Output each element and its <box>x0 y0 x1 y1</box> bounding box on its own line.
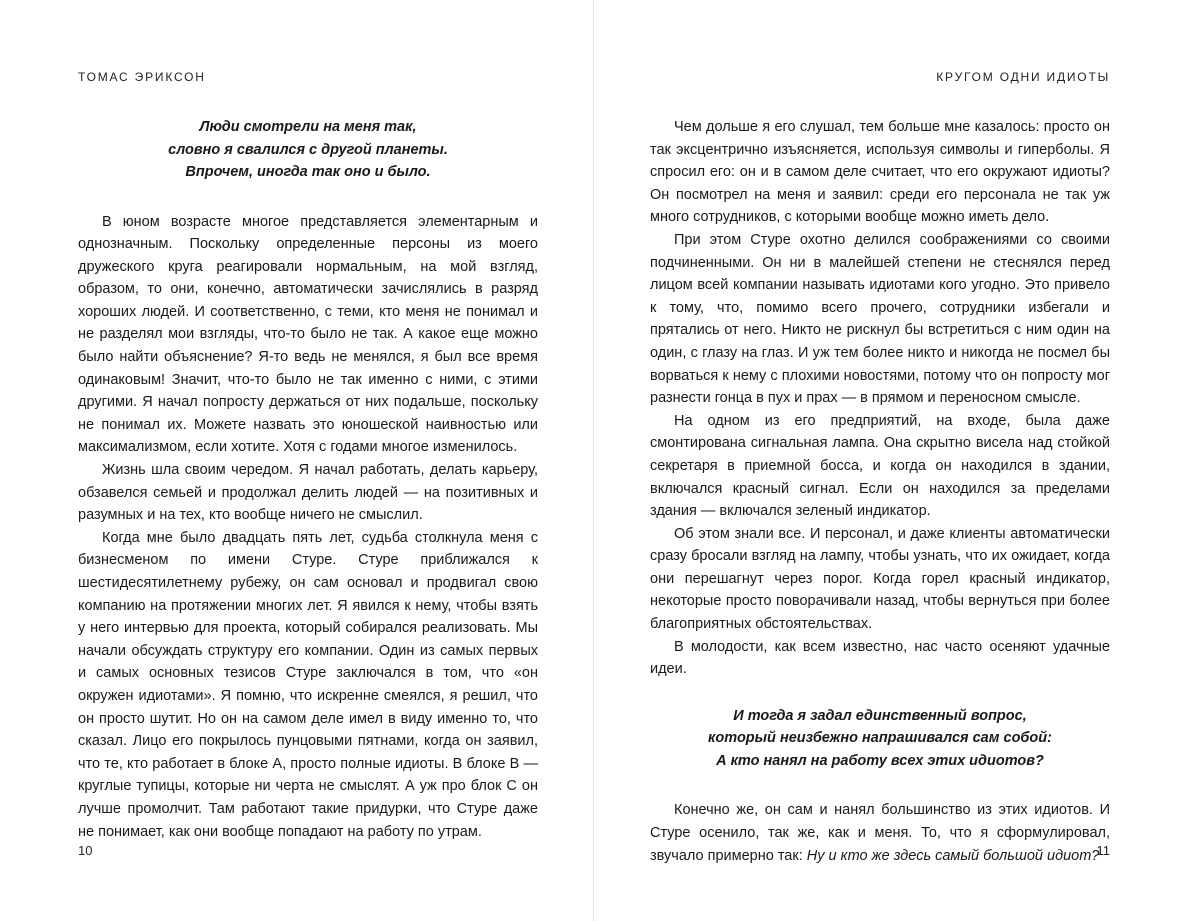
running-head-title: КРУГОМ ОДНИ ИДИОТЫ <box>936 70 1110 84</box>
page-number: 10 <box>78 843 93 858</box>
paragraph: В молодости, как всем известно, нас часто осеняют удачные идеи. <box>650 638 1110 678</box>
running-head-author: ТОМАС ЭРИКСОН <box>78 70 206 84</box>
highlighted-question <box>650 705 1110 773</box>
left-text-block <box>78 116 538 843</box>
question-line: А кто нанял на работу всех этих идиотов? <box>716 752 1044 769</box>
paragraph: При этом Стуре охотно делился соображениями со своими подчиненными. Он ни в малейшей степени не стеснялся перед лицом всей компании называть идиотами кого угодно. Это привело к тому, что, помимо всего прочего, сотрудники избегали и прятались от него. Никто не рискнул бы встретиться с ним один на один, с глазу на глаз. И уж тем более никто и никогда не посмел бы ворваться к нему с плохими новостями, потому что он попросту мог разнести гонца в пух и прах — в прямом и переносном смысле. <box>650 231 1110 407</box>
paragraph: Когда мне было двадцать пять лет, судьба столкнула меня с бизнесменом по имени Стуре. Стуре приближался к шестидесятилетнему рубежу, он сам основал и продвигал свою компанию на протяжении многих лет. Я явился к нему, чтобы взять у него интервью для проекта, который собирался реализовать. Мы начали обсуждать структуру его компании. Один из самых первых и самых основных тезисов Стуре заключался в том, что «он окружен идиотами». Я помню, что искренне смеялся, я решил, что он просто шутит. Но он на самом деле имел в виду именно то, что сказал. Лицо его покрылось пунцовыми пятнами, когда он заявил, что те, кто работает в блоке А, просто полные идиоты. В блоке В — круглые тупицы, которые ни черта не смыслят. А уж про блок С он лучше промолчит. Там работают такие придурки, что Стуре даже не понимает, как они вообще попадают на работу по утрам. <box>78 529 538 840</box>
epigraph-quote <box>78 116 538 184</box>
paragraph: В юном возрасте многое представляется элементарным и однозначным. Поскольку определенные персоны из моего дружеского круга реагировали нормальным, на мой взгляд, образом, то они, конечно, автоматически зачислялись в разряд хороших людей. И соответственно, с теми, кто меня не понимал и не разделял мои взгляды, что-то было не так. А какое еще можно было найти объяснение? Я-то ведь не менялся, я был все время одинаковым! Значит, что-то было не так именно с ними, с этими другими. Я начал попросту держаться от них подальше, поскольку не понимал их. Можете назвать это юношеской наивностью или максимализмом, если хотите. Хотя с годами многое изменилось. <box>78 213 538 456</box>
epigraph-line: Впрочем, иногда так оно и было. <box>185 164 431 180</box>
right-page <box>594 0 1188 921</box>
final-paragraph-italic: Ну и кто же здесь самый большой идиот? <box>806 847 1100 864</box>
epigraph-line: словно я свалился с другой планеты. <box>168 141 448 158</box>
page-number: 11 <box>1096 843 1110 858</box>
final-paragraph <box>650 799 1110 867</box>
paragraph: На одном из его предприятий, на входе, была даже смонтирована сигнальная лампа. Она скрытно висела над стойкой секретаря в приемной босса, и когда он находился в здании, включался красный сигнал. Если он находился за пределами здания — включался зеленый индикатор. <box>650 412 1110 520</box>
paragraph: Чем дольше я его слушал, тем больше мне казалось: просто он так эксцентрично изъясняется, используя символы и гиперболы. Я спросил его: он и в самом деле считает, что его окружают идиоты? Он посмотрел на меня и заявил: среди его персонала не так уж много сотрудников, с которыми вообще можно иметь дело. <box>650 119 1110 226</box>
paragraph: Жизнь шла своим чередом. Я начал работать, делать карьеру, обзавелся семьей и продолжал делить людей — на позитивных и разумных и на тех, кто вообще ничего не смыслил. <box>78 462 538 524</box>
question-line: который неизбежно напрашивался сам собой: <box>708 730 1052 747</box>
right-text-block <box>650 116 1110 867</box>
final-paragraph-text: Конечно же, он сам и нанял большинство из этих идиотов. И Стуре осенило, так же, как и меня. То, что я сформулировал, звучало примерно так: <box>650 802 1110 864</box>
question-line: И тогда я задал единственный вопрос, <box>733 707 1027 724</box>
paragraph: Об этом знали все. И персонал, и даже клиенты автоматически сразу бросали взгляд на лампу, чтобы узнать, что их ожидает, когда они перешагнут через порог. Когда горел красный индикатор, некоторые просто поворачивали назад, чтобы вернуться при более благоприятных обстоятельствах. <box>650 525 1110 633</box>
epigraph-line: Люди смотрели на меня так, <box>199 119 417 135</box>
